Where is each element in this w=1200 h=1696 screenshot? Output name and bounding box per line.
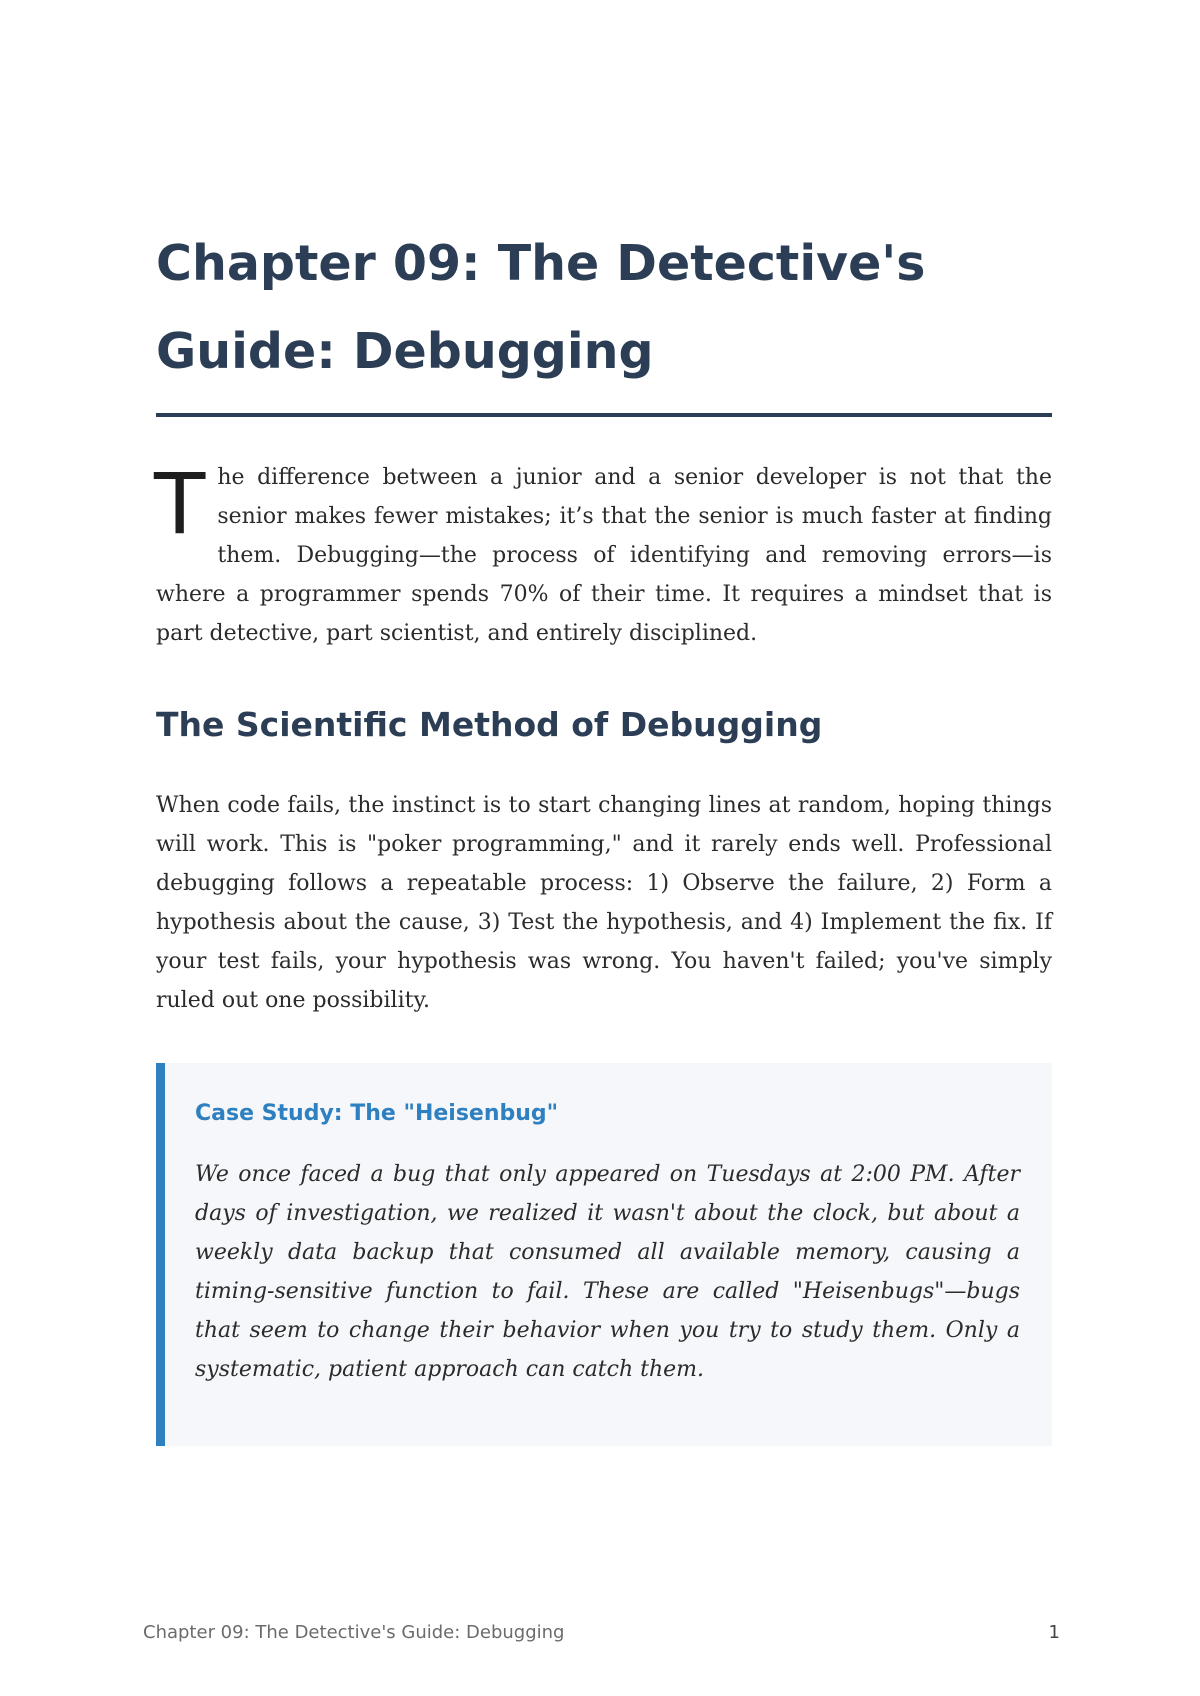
footer-running-title: Chapter 09: The Detective's Guide: Debugging	[143, 1622, 565, 1643]
title-divider	[156, 413, 1052, 417]
section-heading: The Scientific Method of Debugging	[156, 705, 823, 744]
document-page	[156, 0, 1052, 1696]
drop-cap: T	[154, 455, 206, 553]
section-paragraph: When code fails, the instinct is to start changing lines at random, hoping things will work. This is "poker programming," and it rarely ends well. Professional debugging follows a repeatable process: 1) Observe the failure, 2) Form a hypothesis about the cause, 3) Test the hypothesis, and 4) Implement the fix. If your test fails, your hypothesis was wrong. You haven't failed; you've simply ruled out one possibility.	[156, 793, 1052, 1013]
chapter-title: Chapter 09: The Detective's Guide: Debugging	[156, 235, 926, 380]
intro-paragraph	[154, 455, 1052, 653]
case-study-callout	[156, 1063, 1052, 1446]
page-number: 1	[1048, 1622, 1060, 1643]
case-study-title: Case Study: The "Heisenbug"	[195, 1101, 559, 1126]
intro-text: he difference between a junior and a senior developer is not that the senior makes fewer mistakes; it’s that the senior is much faster at finding them. Debugging—the process of identifying and removing errors—is where a programmer spends 70% of their time. It requires a mindset that is part detective, part scientist, and entirely disciplined.	[156, 465, 1052, 646]
case-study-body: We once faced a bug that only appeared on Tuesdays at 2:00 PM. After days of investigation, we realized it wasn't about the clock, but about a weekly data backup that consumed all available memory, causing a timing-sensitive function to fail. These are called "Heisenbugs"—bugs that seem to change their behavior when you try to study them. Only a systematic, patient approach can catch them.	[195, 1162, 1020, 1382]
